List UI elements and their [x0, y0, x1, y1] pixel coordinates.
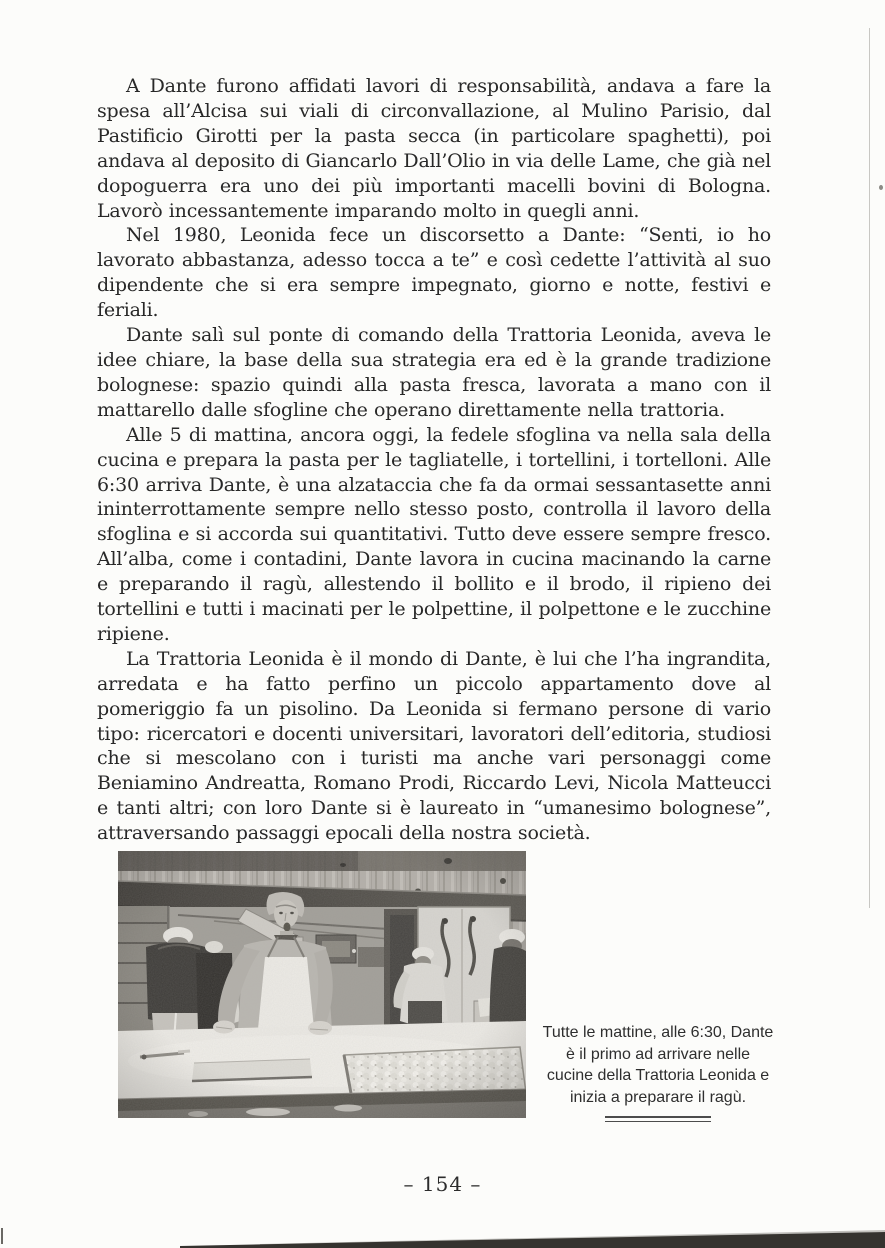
kitchen-photo-image — [118, 851, 526, 1118]
scan-artifact-line — [869, 28, 870, 908]
caption-line: è il primo ad arrivare nelle — [565, 1045, 751, 1063]
paragraph: Nel 1980, Leonida fece un discorsetto a Dante: “Senti, io ho lavorato abbastanza, adesso tocca a te” e così cedette l’attività al suo dipendente che si era sempre impegnato, giorno e notte, festivi e feriali. — [97, 224, 771, 322]
caption-line: Tutte le mattine, alle 6:30, Dante — [542, 1024, 774, 1041]
scan-edge-shadow — [0, 1228, 885, 1248]
scan-artifact-dot — [879, 185, 883, 190]
page-number: – 154 – — [403, 1172, 482, 1196]
caption-line: inizia a preparare il ragù. — [569, 1088, 747, 1106]
photo-caption — [538, 1022, 778, 1122]
paragraph: La Trattoria Leonida è il mondo di Dante, è lui che l’ha ingrandita, arredata e ha fatto perfino un piccolo appartamento dove al pomeriggio fa un pisolino. Da Leonida si fermano persone di vario tipo: ricercatori e docenti universitari, lavoratori dell’editoria, studiosi che si mescolano con i turisti ma anche vari personaggi come Beniamino Andreatta, Romano Prodi, Riccardo Levi, Nicola Matteucci e tanti altri; con loro Dante si è laureato in “umanesimo bolognese”, attraversando passaggi epocali della nostra società. — [97, 647, 771, 845]
kitchen-photo — [118, 851, 526, 1118]
paragraph: A Dante furono affidati lavori di responsabilità, andava a fare la spesa all’Alcisa sui viali di circonvallazione, al Mulino Parisio, dal Pastificio Girotti per la pasta secca (in particolare spaghetti), poi andava al deposito di Giancarlo Dall’Olio in via delle Lame, che già nel dopoguerra era uno dei più importanti macelli bovini di Bologna. Lavorò incessantemente imparando molto in quegli anni. — [97, 75, 771, 222]
paragraph: Alle 5 di mattina, ancora oggi, la fedele sfoglina va nella sala della cucina e prepara la pasta per le tagliatelle, i tortellini, i tortelloni. Alle 6:30 arriva Dante, è una alzataccia che fa da ormai sessantasette anni ininterrottamente sempre nello stesso posto, controlla il lavoro della sfoglina e si accorda sui quantitativi. Tutto deve essere sempre fresco. All’alba, come i contadini, Dante lavora in cucina macinando la carne e preparando il ragù, allestendo il bollito e il brodo, il ripieno dei tortellini e tutti i macinati per le polpettine, il polpettone e le zucchine ripiene. — [97, 423, 771, 645]
paragraph: Dante salì sul ponte di comando della Trattoria Leonida, aveva le idee chiare, la base della sua strategia era ed è la grande tradizione bolognese: spazio quindi alla pasta fresca, lavorata a mano con il mattarello dalle sfogline che operano direttamente nella trattoria. — [97, 324, 771, 421]
caption-rule — [605, 1116, 711, 1122]
body-text — [97, 74, 771, 846]
caption-line: cucine della Trattoria Leonida e — [546, 1067, 770, 1084]
